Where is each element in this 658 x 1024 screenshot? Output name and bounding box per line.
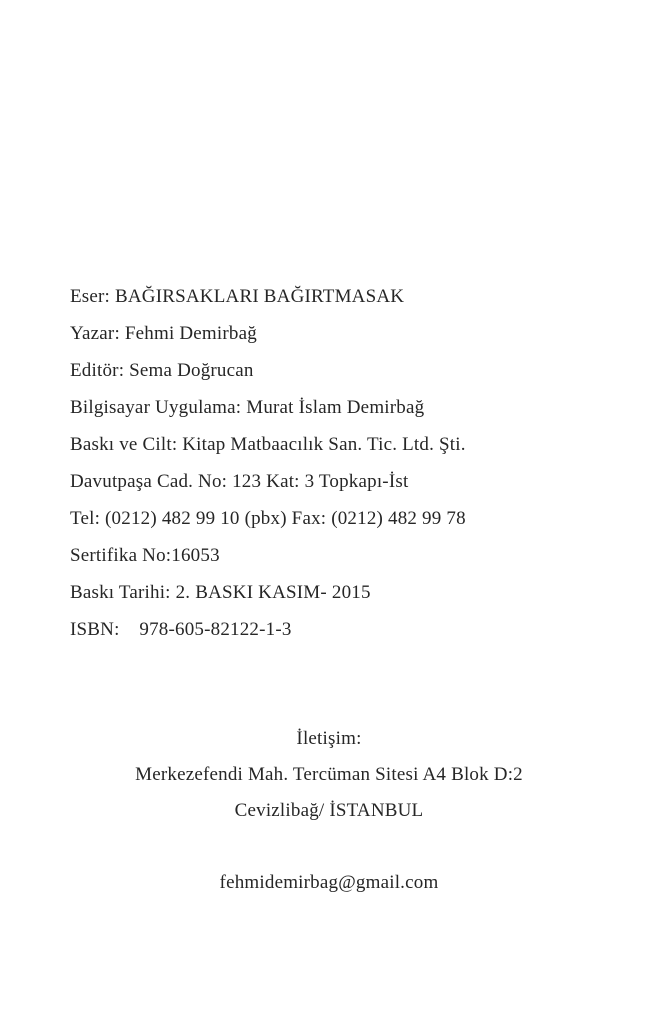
colophon-line-sertifika: Sertifika No:16053: [70, 545, 220, 566]
colophon-line-tel-fax: Tel: (0212) 482 99 10 (pbx) Fax: (0212) 482 99 78: [70, 508, 466, 529]
colophon-line-baski-tarihi: Baskı Tarihi: 2. BASKI KASIM- 2015: [70, 582, 371, 603]
colophon-line-baski-cilt: Baskı ve Cilt: Kitap Matbaacılık San. Tic. Ltd. Şti.: [70, 434, 466, 455]
contact-heading: İletişim:: [296, 728, 362, 749]
colophon-line-yazar: Yazar: Fehmi Demirbağ: [70, 323, 257, 344]
colophon-line-bilgisayar: Bilgisayar Uygulama: Murat İslam Demirbağ: [70, 397, 425, 418]
contact-block: [0, 721, 658, 829]
contact-address-line1: Merkezefendi Mah. Tercüman Sitesi A4 Blok D:2: [135, 764, 523, 785]
colophon-line-eser: Eser: BAĞIRSAKLARI BAĞIRTMASAK: [70, 286, 405, 307]
contact-address-line2: Cevizlibağ/ İSTANBUL: [234, 800, 424, 821]
colophon-line-editor: Editör: Sema Doğrucan: [70, 360, 254, 381]
contact-email: fehmidemirbag@gmail.com: [219, 872, 439, 893]
colophon-line-isbn: ISBN: 978-605-82122-1-3: [70, 619, 292, 640]
colophon-block: [70, 278, 618, 648]
colophon-line-adres: Davutpaşa Cad. No: 123 Kat: 3 Topkapı-İst: [70, 471, 409, 492]
